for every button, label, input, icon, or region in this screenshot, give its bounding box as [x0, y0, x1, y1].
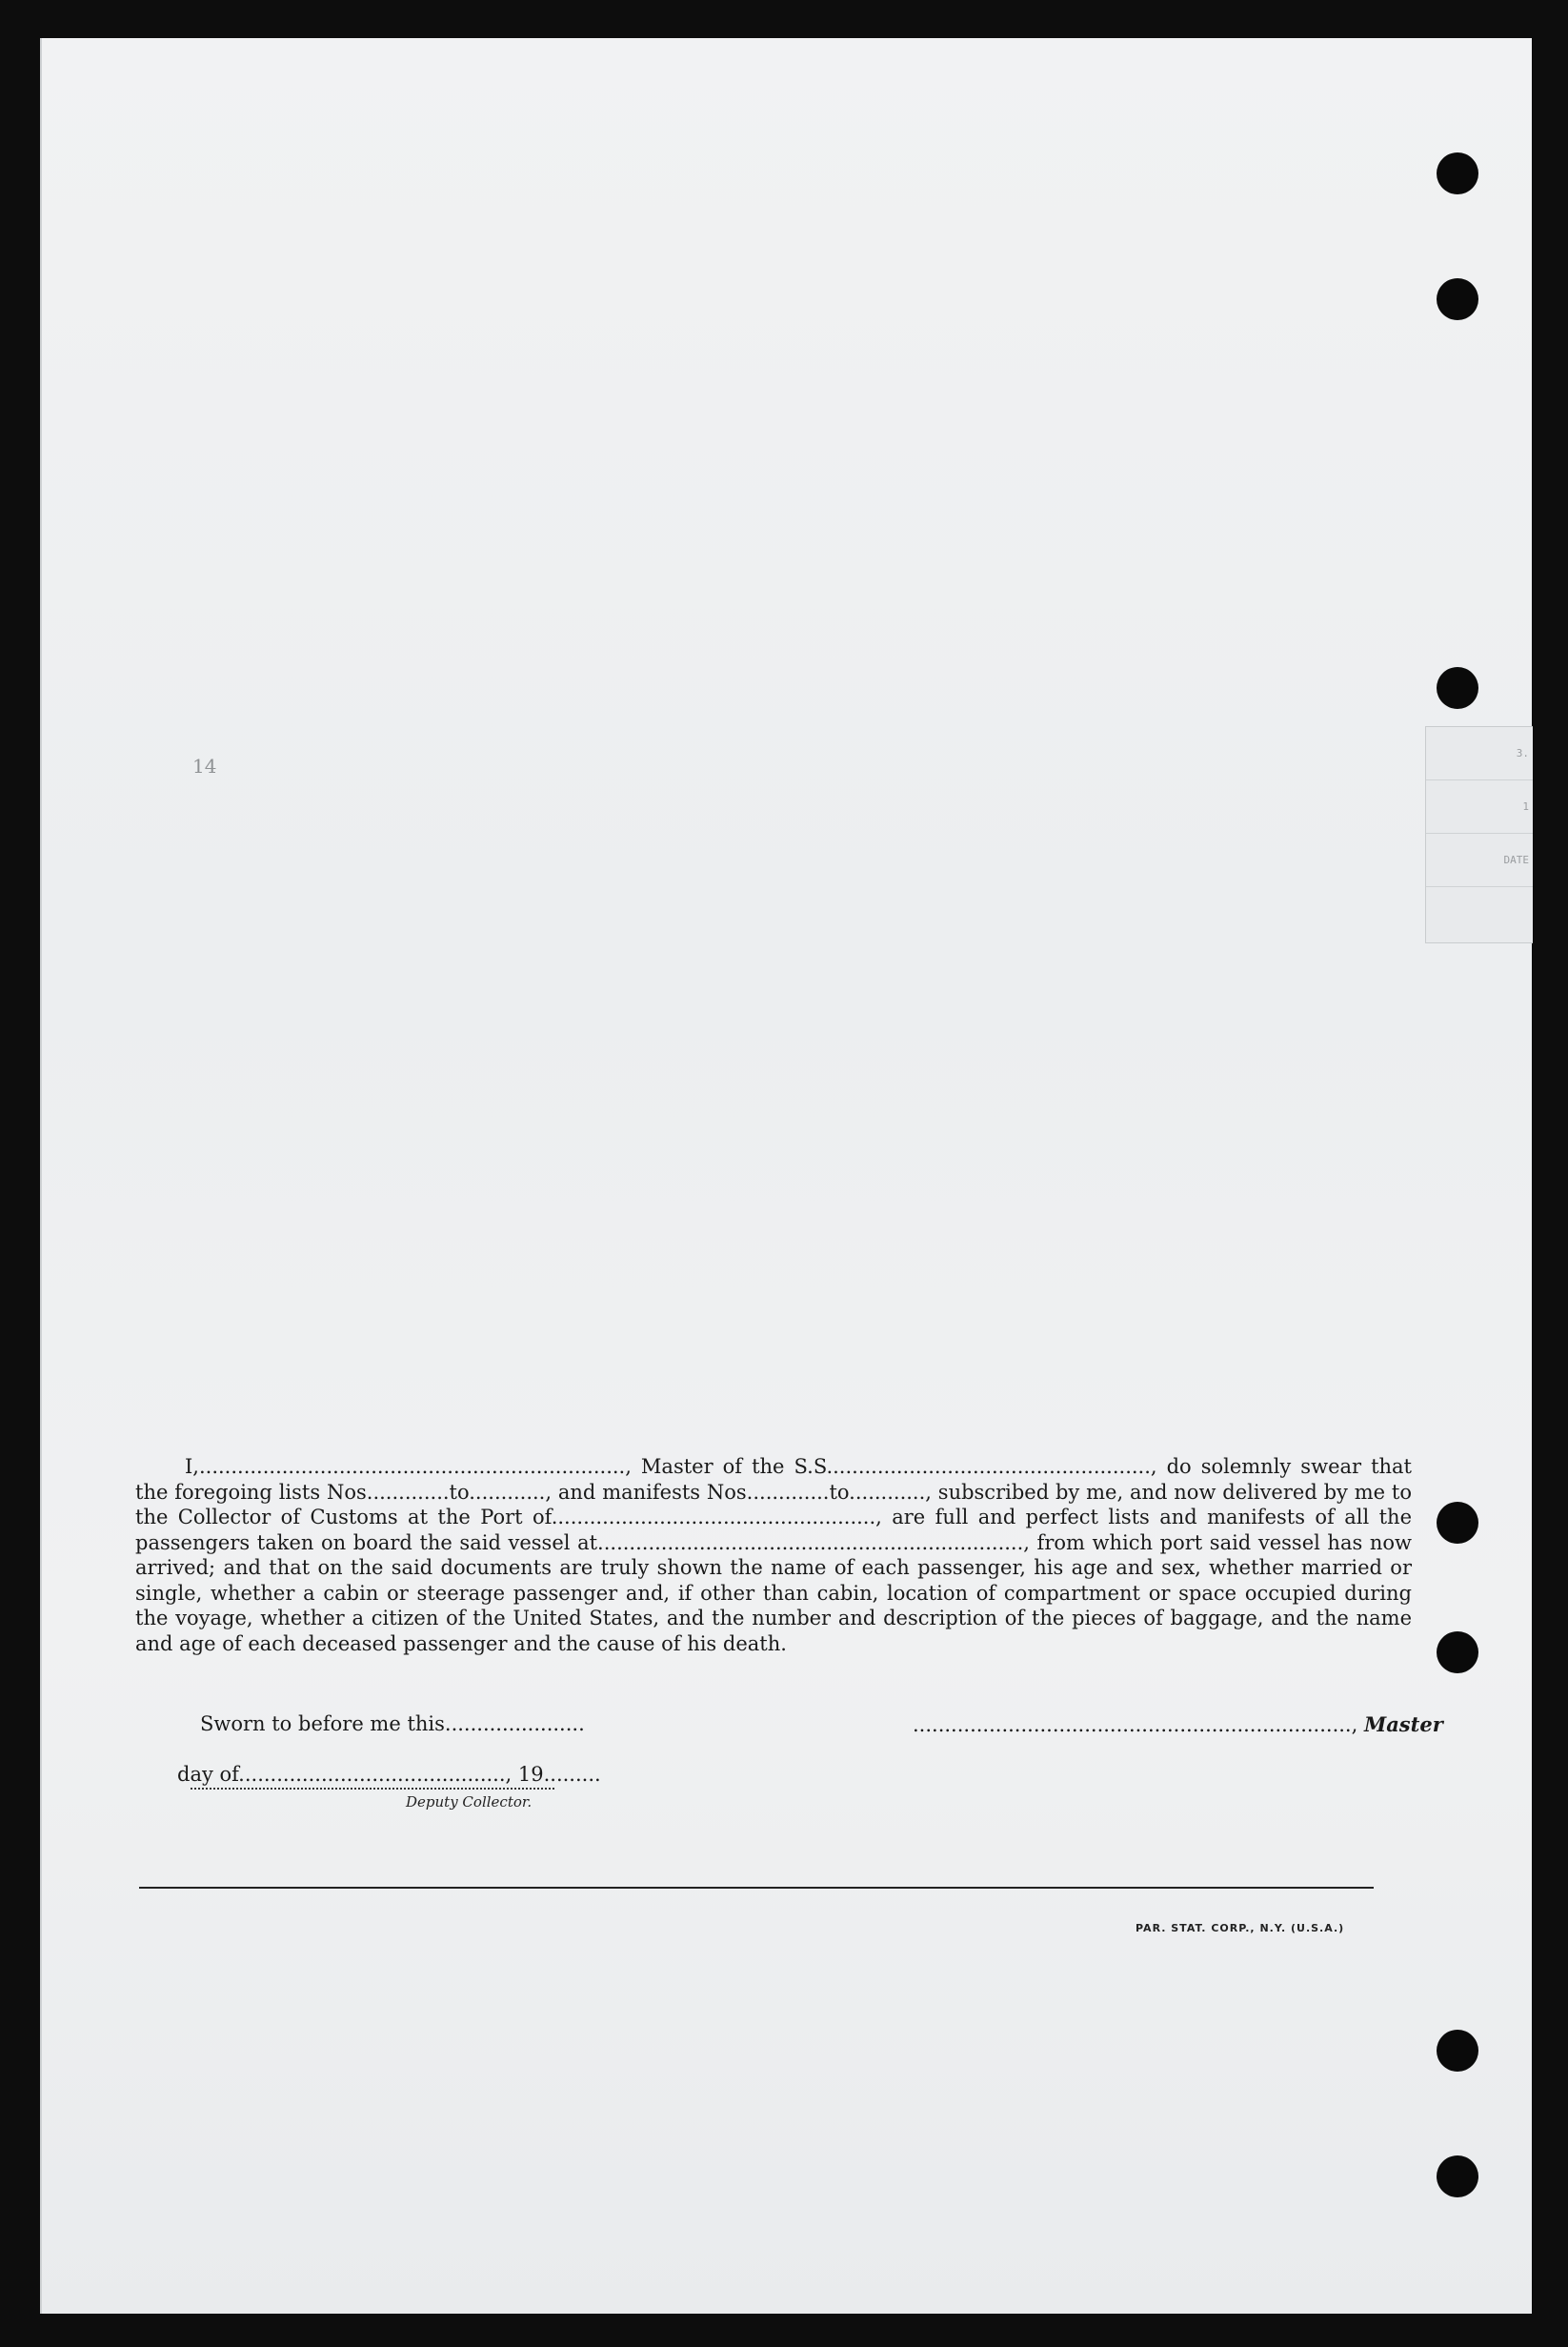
tab-line: 1 [1426, 780, 1533, 834]
tab-line: 3. [1426, 727, 1533, 780]
master-blank: ....................................................................., [913, 1713, 1364, 1736]
day-line [177, 1763, 601, 1786]
binder-hole [1437, 1631, 1478, 1673]
day-label: day of.........................................., 19......... [177, 1763, 601, 1786]
binder-hole [1437, 152, 1478, 194]
sworn-line [200, 1712, 585, 1735]
tab-line: DATE [1426, 834, 1533, 887]
oath-text: I,..................................................................., Master of the S.S..................................................., do solemnly swear that the foregoing lists Nos.............to............, and manifests Nos.............to............, subscribed by me, and now delivered by me to the Collector of Customs at the Port of..................................................., are full and perfect lists and manifests of all the passengers taken on board the said vessel at..................................................................., from which port said vessel has now arrived; and that on the said documents are truly shown the name of each passenger, his age and sex, whether married or single, whether a cabin or steerage passenger and, if other than cabin, location of compartment or space occupied during the voyage, whether a citizen of the United States, and the number and description of the pieces of baggage, and the name and age of each deceased passenger and the cause of his death. [135, 1455, 1412, 1655]
binder-hole [1437, 278, 1478, 320]
binder-hole [1437, 2030, 1478, 2072]
binder-hole [1437, 2155, 1478, 2197]
deputy-signature-line [191, 1788, 554, 1790]
scan-speck: 14 [192, 755, 217, 778]
oath-paragraph [135, 1454, 1412, 1656]
binder-hole [1437, 1502, 1478, 1544]
binder-hole [1437, 667, 1478, 709]
bottom-rule [139, 1887, 1374, 1889]
master-signature-line [913, 1712, 1443, 1736]
deputy-collector-label: Deputy Collector. [406, 1793, 533, 1811]
bleed-through-tab [1425, 726, 1533, 943]
printer-imprint: PAR. STAT. CORP., N.Y. (U.S.A.) [1136, 1922, 1345, 1934]
sworn-label: Sworn to before me this...................... [200, 1712, 585, 1735]
master-label: Master [1363, 1712, 1443, 1736]
document-page [40, 38, 1532, 2314]
